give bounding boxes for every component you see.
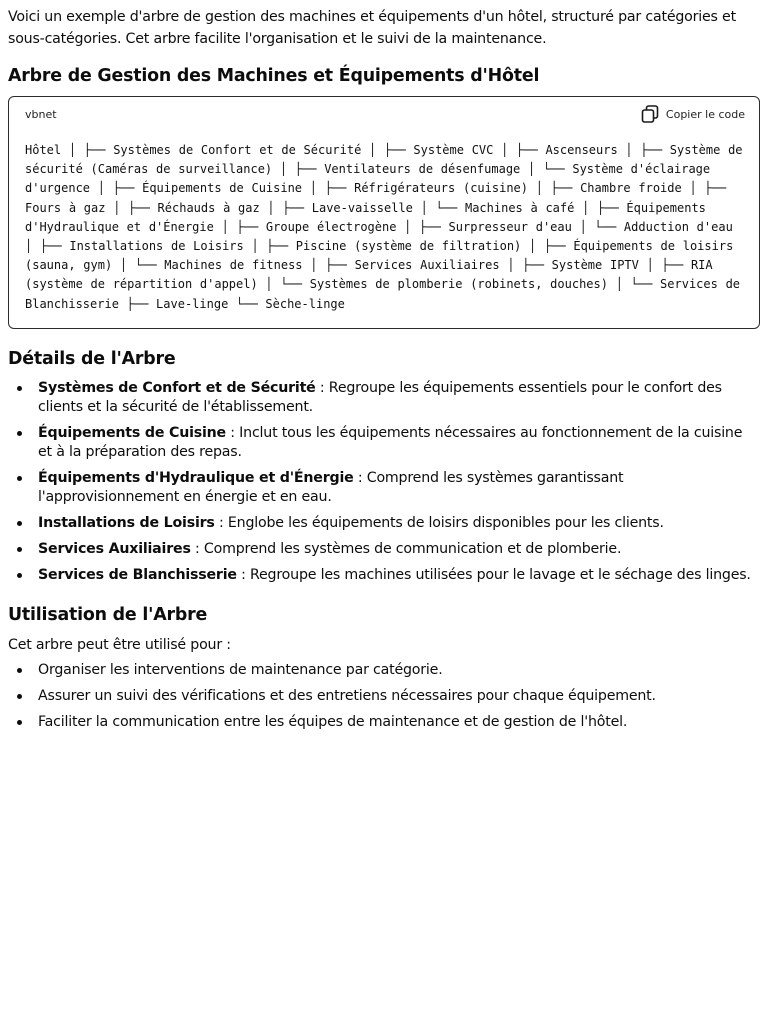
details-term: Services de Blanchisserie [38, 566, 237, 583]
usage-intro: Cet arbre peut être utilisé pour : [8, 636, 231, 653]
details-desc: : Regroupe les équipements essentiels pour le confort des clients et la sécurité de l'établissement. [38, 379, 722, 415]
intro-paragraph: Voici un exemple d'arbre de gestion des machines et équipements d'un hôtel, structuré par catégories et sous-catégories. Cet arbre facilite l'organisation et le suivi de la maintenance. [8, 9, 736, 47]
code-header [9, 97, 759, 131]
details-list-item [38, 424, 760, 462]
code-block [8, 96, 760, 329]
usage-list-item: Assurer un suivi des vérifications et des entretiens nécessaires pour chaque équipement. [38, 687, 760, 706]
code-language-label: vbnet [25, 107, 57, 121]
details-term: Services Auxiliaires [38, 540, 191, 557]
details-desc: : Comprend les systèmes garantissant l'approvisionnement en énergie et en eau. [38, 469, 624, 505]
copy-code-button[interactable] [640, 104, 745, 124]
details-desc: : Englobe les équipements de loisirs disponibles pour les clients. [214, 514, 664, 531]
details-list-item [38, 469, 760, 507]
tree-title: Arbre de Gestion des Machines et Équipements d'Hôtel [8, 66, 540, 86]
details-list-item [38, 514, 760, 533]
details-term: Équipements d'Hydraulique et d'Énergie [38, 469, 354, 486]
details-term: Systèmes de Confort et de Sécurité [38, 379, 316, 396]
details-desc: : Comprend les systèmes de communication et de plomberie. [190, 540, 622, 557]
details-list-item [38, 379, 760, 417]
usage-list [8, 661, 760, 732]
copy-code-label: Copier le code [665, 107, 745, 121]
details-desc: : Inclut tous les équipements nécessaires au fonctionnement de la cuisine et à la préparation des repas. [38, 424, 743, 460]
usage-list-item: Faciliter la communication entre les équipes de maintenance et de gestion de l'hôtel. [38, 713, 760, 732]
copy-icon [640, 104, 660, 124]
details-list-item [38, 566, 760, 585]
details-term: Installations de Loisirs [38, 514, 215, 531]
details-title: Détails de l'Arbre [8, 348, 176, 369]
usage-list-item: Organiser les interventions de maintenance par catégorie. [38, 661, 760, 680]
details-term: Équipements de Cuisine [38, 424, 226, 441]
details-list [8, 379, 760, 585]
details-desc: : Regroupe les machines utilisées pour le lavage et le séchage des linges. [236, 566, 751, 583]
usage-title: Utilisation de l'Arbre [8, 604, 208, 625]
code-content: Hôtel │ ├── Systèmes de Confort et de Sécurité │ ├── Système CVC │ ├── Ascenseurs │ ├── Système de sécurité (Caméras de surveillance) │ ├── Ventilateurs de désenfumage │ └── Système d'éclairage d'urgence │ ├── Équipements de Cuisine │ ├── Réfrigérateurs (cuisine) │ ├── Chambre froide │ ├── Fours à gaz │ ├── Réchauds à gaz │ ├── Lave-vaisselle │ └── Machines à café │ ├── Équipements d'Hydraulique et d'Énergie │ ├── Groupe électrogène │ ├── Surpresseur d'eau │ └── Adduction d'eau │ ├── Installations de Loisirs │ ├── Piscine (système de filtration) │ ├── Équipements de loisirs (sauna, gym) │ └── Machines de fitness │ ├── Services Auxiliaires │ ├── Système IPTV │ ├── RIA (système de répartition d'appel) │ └── Systèmes de plomberie (robinets, douches) │ └── Services de Blanchisserie ├── Lave-linge └── Sèche-linge [25, 143, 743, 311]
details-list-item [38, 540, 760, 559]
